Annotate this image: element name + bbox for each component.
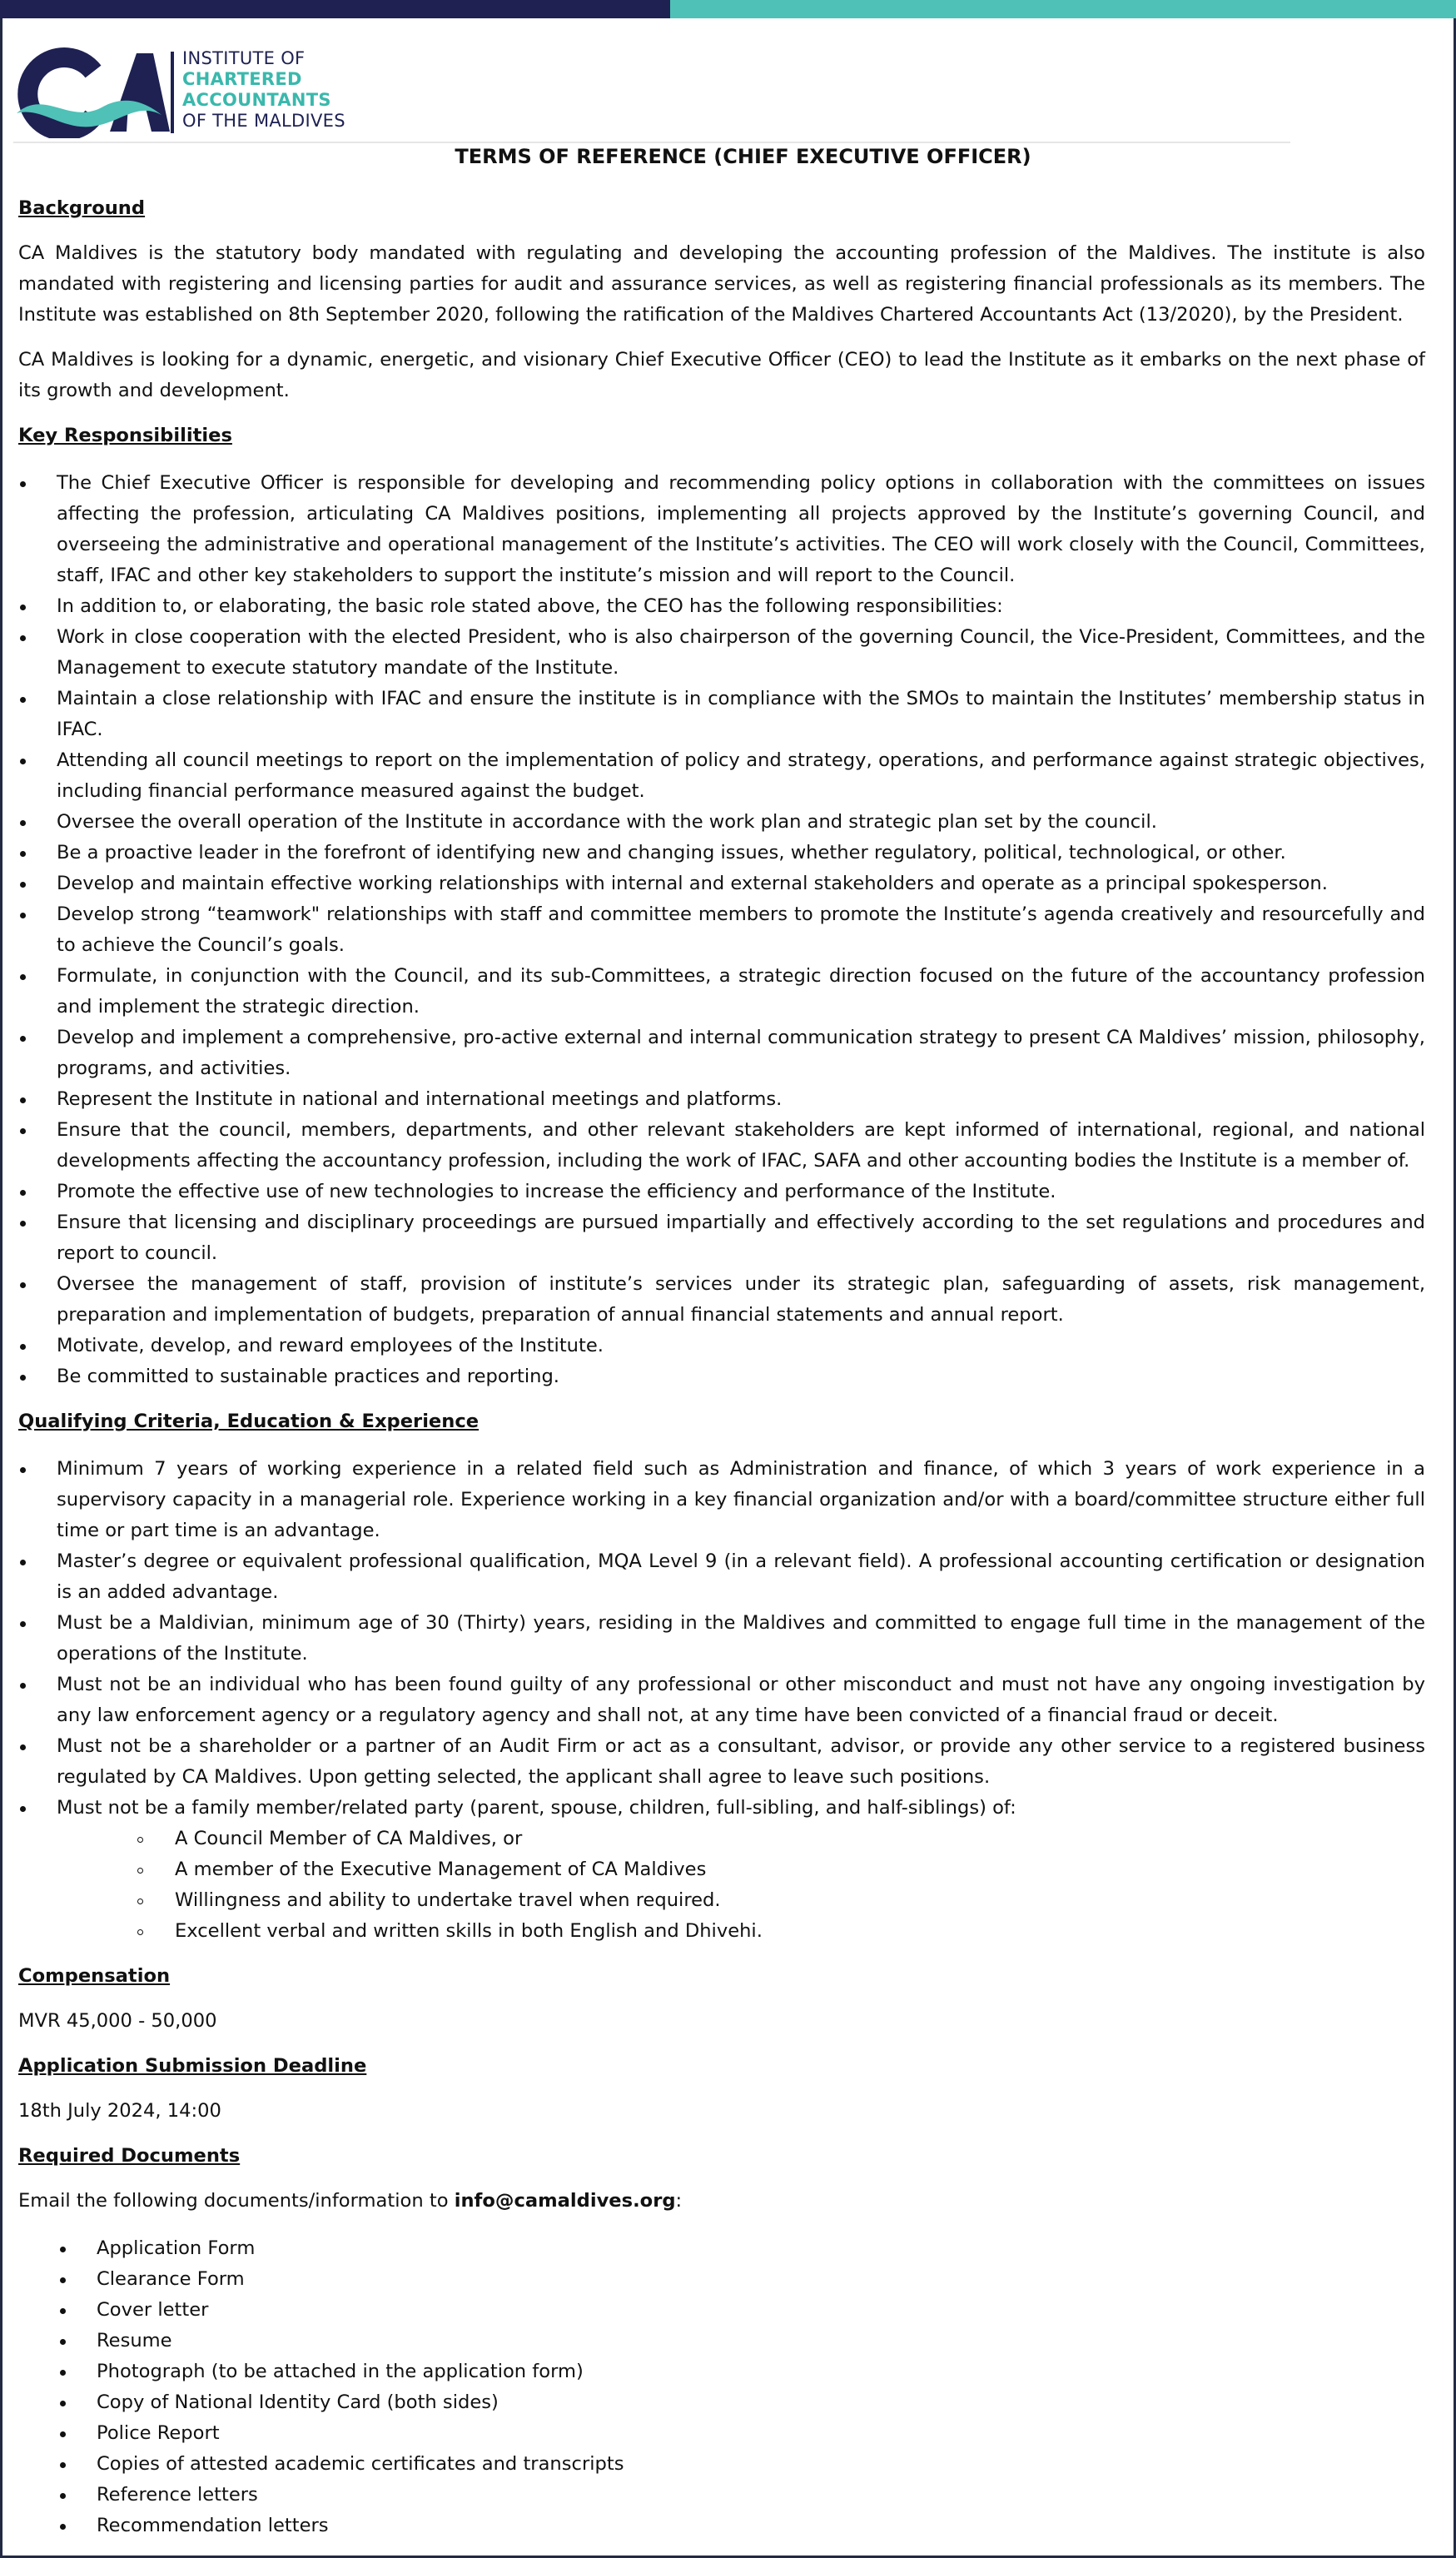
list-item: Police Report (18, 2418, 1425, 2449)
list-item: Work in close cooperation with the elected President, who is also chairperson of the governing Council, the Vice-President, Committees, and the Management to execute statutory mandate of the Institute. (18, 622, 1425, 684)
documents-list (18, 2233, 1425, 2541)
list-item: Ensure that licensing and disciplinary proceedings are pursued impartially and effectively according to the set regulations and procedures and report to council. (18, 1207, 1425, 1269)
email-address[interactable]: info@camaldives.org (454, 2190, 676, 2212)
deadline-heading: Application Submission Deadline (18, 2055, 367, 2077)
list-item: Application Form (18, 2233, 1425, 2264)
sub-list-item: Excellent verbal and written skills in both English and Dhivehi. (18, 1916, 1425, 1947)
documents-heading: Required Documents (18, 2145, 241, 2167)
list-item: Promote the effective use of new technologies to increase the efficiency and performance of the Institute. (18, 1177, 1425, 1207)
list-item: Minimum 7 years of working experience in a related field such as Administration and finance, of which 3 years of work experience in a supervisory capacity in a managerial role. Experience working in a key financial organization and/or with a board/committee structure either full time or part time is an advantage. (18, 1454, 1425, 1546)
criteria-list (18, 1454, 1425, 1947)
list-item: Copy of National Identity Card (both sides) (18, 2387, 1425, 2418)
list-item: Must not be a shareholder or a partner of an Audit Firm or act as a consultant, advisor, or provide any other service to a registered business regulated by CA Maldives. Upon getting selected, the applicant shall agree to leave such positions. (18, 1731, 1425, 1793)
deadline-value: 18th July 2024, 14:00 (18, 2100, 221, 2122)
background-paragraph: CA Maldives is the statutory body mandated with regulating and developing the accounting profession of the Maldives. The institute is also mandated with registering and licensing parties for audit and assurance services, as well as registering financial professionals as its members. The Institute was established on 8th September 2020, following the ratification of the Maldives Chartered Accountants Act (13/2020), by the President. (18, 242, 1425, 326)
ca-maldives-logo (12, 47, 378, 138)
list-item: Motivate, develop, and reward employees of the Institute. (18, 1331, 1425, 1361)
compensation-heading: Compensation (18, 1965, 171, 1987)
top-band-teal (670, 0, 1456, 18)
page-title: TERMS OF REFERENCE (CHIEF EXECUTIVE OFFICER) (455, 145, 1031, 168)
header-divider (13, 142, 1290, 143)
top-band-navy (0, 0, 670, 18)
list-item: Must not be an individual who has been found guilty of any professional or other misconduct and must not have any ongoing investigation by any law enforcement agency or a regulatory agency and shall not, at any time have been convicted of a financial fraud or deceit. (18, 1670, 1425, 1731)
list-item: Must not be a family member/related party (parent, spouse, children, full-sibling, and half-siblings) of: (18, 1793, 1425, 1824)
list-item: Recommendation letters (18, 2511, 1425, 2541)
list-item: In addition to, or elaborating, the basic role stated above, the CEO has the following responsibilities: (18, 591, 1425, 622)
list-item: Must be a Maldivian, minimum age of 30 (Thirty) years, residing in the Maldives and committed to engage full time in the management of the operations of the Institute. (18, 1608, 1425, 1670)
background-paragraph: CA Maldives is looking for a dynamic, energetic, and visionary Chief Executive Officer (CEO) to lead the Institute as it embarks on the next phase of its growth and development. (18, 349, 1425, 401)
list-item: Clearance Form (18, 2264, 1425, 2295)
list-item: Maintain a close relationship with IFAC and ensure the institute is in compliance with the SMOs to maintain the Institutes’ membership status in IFAC. (18, 684, 1425, 745)
list-item: Develop and maintain effective working relationships with internal and external stakeholders and operate as a principal spokesperson. (18, 868, 1425, 899)
sub-list-item: A member of the Executive Management of CA Maldives (18, 1854, 1425, 1885)
list-item: Be a proactive leader in the forefront of identifying new and changing issues, whether regulatory, political, technological, or other. (18, 838, 1425, 868)
criteria-heading: Qualifying Criteria, Education & Experience (18, 1411, 480, 1432)
sub-list-item: A Council Member of CA Maldives, or (18, 1824, 1425, 1854)
list-item: Master’s degree or equivalent professional qualification, MQA Level 9 (in a relevant field). A professional accounting certification or designation is an added advantage. (18, 1546, 1425, 1608)
list-item: Reference letters (18, 2480, 1425, 2511)
list-item: The Chief Executive Officer is responsible for developing and recommending policy options in collaboration with the committees on issues affecting the profession, articulating CA Maldives positions, implementing all projects approved by the Institute’s governing Council, and overseeing the administrative and operational management of the Institute’s activities. The CEO will work closely with the Council, Committees, staff, IFAC and other key stakeholders to support the institute’s mission and will report to the Council. (18, 468, 1425, 591)
list-item: Photograph (to be attached in the application form) (18, 2356, 1425, 2387)
background-heading: Background (18, 197, 146, 219)
document-body (18, 193, 1425, 2541)
compensation-value: MVR 45,000 - 50,000 (18, 2010, 217, 2032)
list-item: Oversee the management of staff, provision of institute’s services under its strategic plan, safeguarding of assets, risk management, preparation and implementation of budgets, preparation of annual financial statements and annual report. (18, 1269, 1425, 1331)
responsibilities-heading: Key Responsibilities (18, 425, 232, 446)
list-item: Ensure that the council, members, departments, and other relevant stakeholders are kept informed of international, regional, and national developments affecting the accountancy profession, including the work of IFAC, SAFA and other accounting bodies the Institute is a member of. (18, 1115, 1425, 1177)
documents-intro: Email the following documents/information to info@camaldives.org: (18, 2190, 683, 2212)
list-item: Cover letter (18, 2295, 1425, 2326)
list-item: Resume (18, 2326, 1425, 2356)
list-item: Develop and implement a comprehensive, pro-active external and internal communication strategy to present CA Maldives’ mission, philosophy, programs, and activities. (18, 1023, 1425, 1084)
logo-wordmark: INSTITUTE OF CHARTERED ACCOUNTANTS OF THE MALDIVES (182, 48, 345, 131)
responsibilities-list (18, 468, 1425, 1392)
sub-list-item: Willingness and ability to undertake travel when required. (18, 1885, 1425, 1916)
list-item: Attending all council meetings to report on the implementation of policy and strategy, operations, and performance against strategic objectives, including financial performance measured against the budget. (18, 745, 1425, 807)
list-item: Formulate, in conjunction with the Council, and its sub-Committees, a strategic direction focused on the future of the accountancy profession and implement the strategic direction. (18, 961, 1425, 1023)
list-item: Copies of attested academic certificates and transcripts (18, 2449, 1425, 2480)
list-item: Represent the Institute in national and international meetings and platforms. (18, 1084, 1425, 1115)
list-item: Oversee the overall operation of the Institute in accordance with the work plan and strategic plan set by the council. (18, 807, 1425, 838)
logo-divider (171, 52, 174, 133)
ca-monogram-icon (12, 47, 175, 138)
list-item: Be committed to sustainable practices and reporting. (18, 1361, 1425, 1392)
list-item: Develop strong “teamwork" relationships with staff and committee members to promote the Institute’s agenda creatively and resourcefully and to achieve the Council’s goals. (18, 899, 1425, 961)
